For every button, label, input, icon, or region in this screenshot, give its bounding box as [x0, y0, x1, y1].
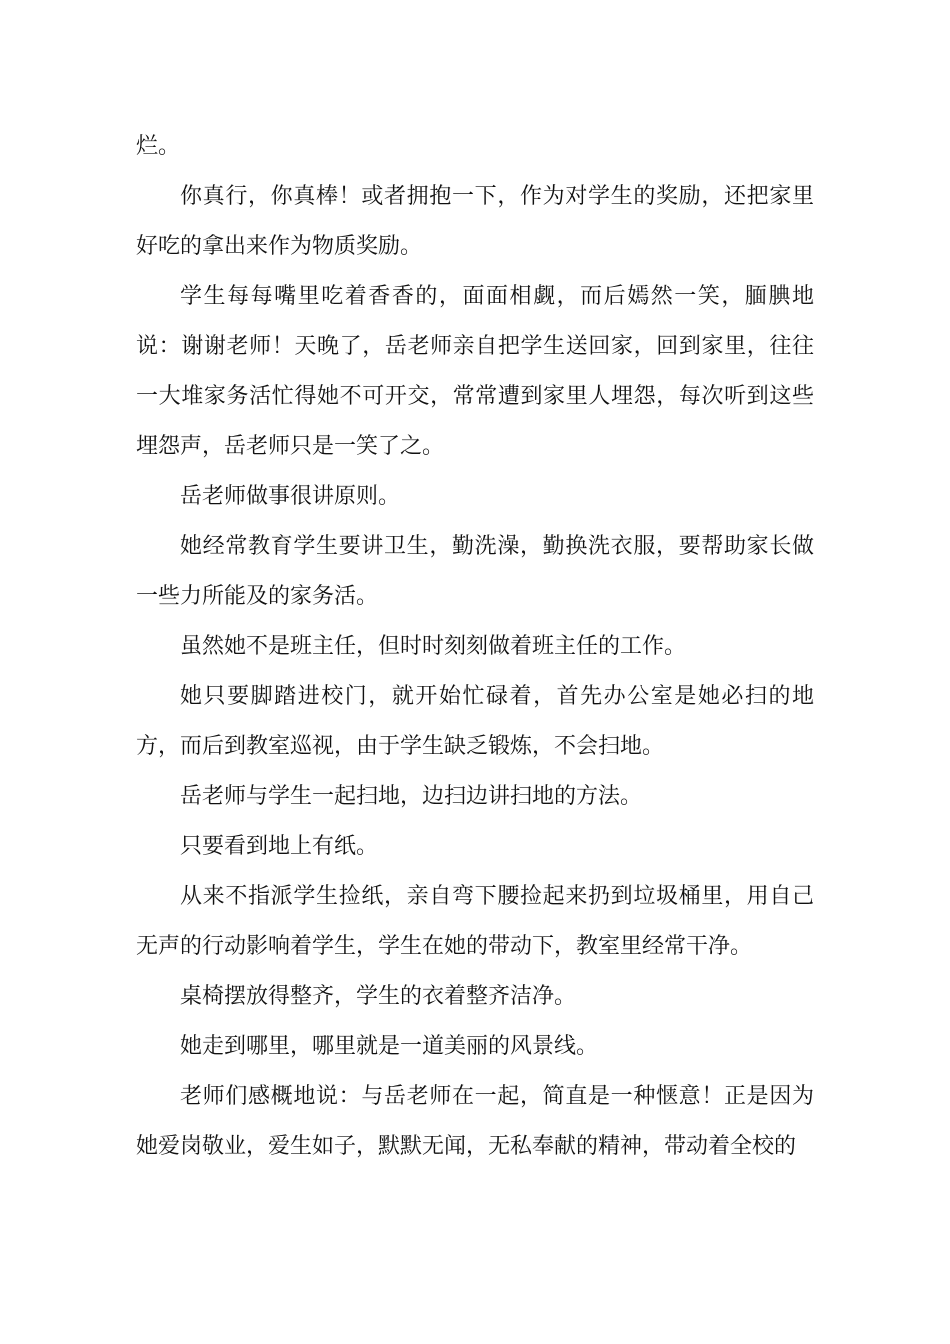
- paragraph-6: 虽然她不是班主任，但时时刻刻做着班主任的工作。: [180, 634, 687, 659]
- paragraph-8: 岳老师与学生一起扫地，边扫边讲扫地的方法。: [180, 784, 643, 809]
- paragraph-1: 烂。: [136, 134, 181, 159]
- paragraph-11: 桌椅摆放得整齐，学生的衣着整齐洁净。: [180, 984, 577, 1009]
- paragraph-13: 老师们感概地说：与岳老师在一起，简直是一种惬意！正是因为她爱岗敬业，爱生如子，默默无闻，无私奉献的精神，带动着全校的: [136, 1084, 814, 1159]
- paragraph-4: 岳老师做事很讲原则。: [180, 484, 401, 509]
- paragraph-5: 她经常教育学生要讲卫生，勤洗澡，勤换洗衣服，要帮助家长做一些力所能及的家务活。: [136, 534, 814, 609]
- paragraph-3: 学生每每嘴里吃着香香的，面面相觑，而后嫣然一笑，腼腆地说：谢谢老师！天晚了，岳老师亲自把学生送回家，回到家里，往往一大堆家务活忙得她不可开交，常常遭到家里人埋怨，每次听到这些埋怨声，岳老师只是一笑了之。: [136, 284, 814, 459]
- document-body: [136, 122, 814, 1172]
- paragraph-10: 从来不指派学生捡纸，亲自弯下腰捡起来扔到垃圾桶里，用自己无声的行动影响着学生，学生在她的带动下，教室里经常干净。: [136, 884, 814, 959]
- paragraph-7: 她只要脚踏进校门，就开始忙碌着，首先办公室是她必扫的地方，而后到教室巡视，由于学生缺乏锻炼，不会扫地。: [136, 684, 814, 759]
- paragraph-9: 只要看到地上有纸。: [180, 834, 379, 859]
- paragraph-12: 她走到哪里，哪里就是一道美丽的风景线。: [180, 1034, 599, 1059]
- paragraph-2: 你真行，你真棒！或者拥抱一下，作为对学生的奖励，还把家里好吃的拿出来作为物质奖励。: [136, 184, 814, 259]
